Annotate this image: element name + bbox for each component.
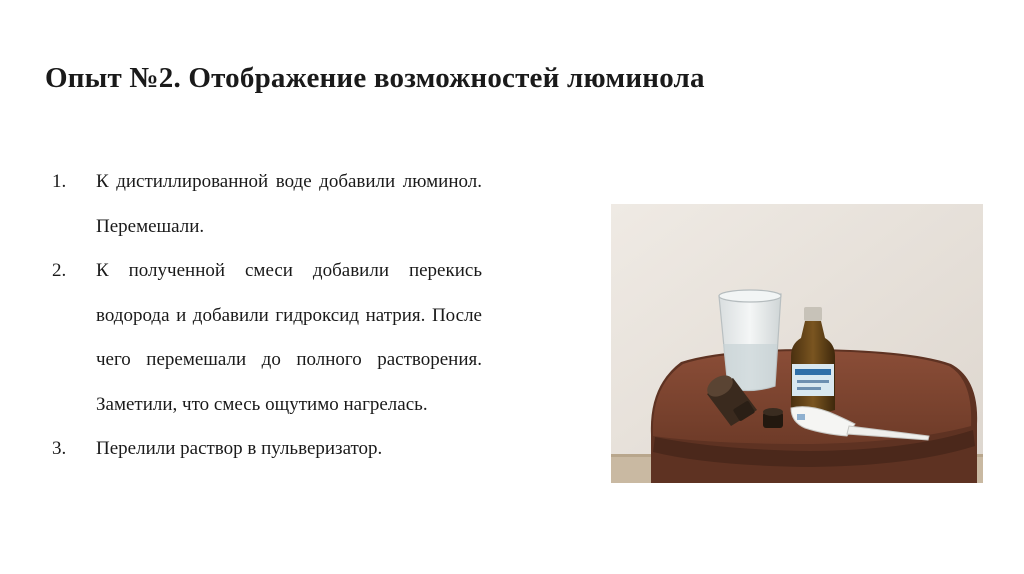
step-text: К полученной смеси добавили перекись водорода и добавили гидроксид натрия. После чего перемешали до полного растворения. Заметили, что смесь ощутимо нагрелась. bbox=[96, 260, 482, 415]
steps-list bbox=[52, 160, 482, 472]
step-item-3 bbox=[52, 427, 482, 472]
experiment-photo-illustration bbox=[611, 204, 983, 483]
slide-title: Опыт №2. Отображение возможностей люминола bbox=[45, 62, 705, 94]
experiment-photo bbox=[611, 204, 983, 483]
step-item-1 bbox=[52, 160, 482, 249]
step-number: 1. bbox=[52, 171, 67, 192]
step-number: 2. bbox=[52, 260, 67, 281]
step-text: К дистиллированной воде добавили люминол. Перемешали. bbox=[96, 171, 482, 237]
step-number: 3. bbox=[52, 438, 67, 459]
bottle-cap bbox=[763, 408, 783, 428]
step-item-2 bbox=[52, 249, 482, 427]
plastic-cup bbox=[719, 290, 781, 391]
step-text: Перелили раствор в пульверизатор. bbox=[96, 438, 383, 459]
